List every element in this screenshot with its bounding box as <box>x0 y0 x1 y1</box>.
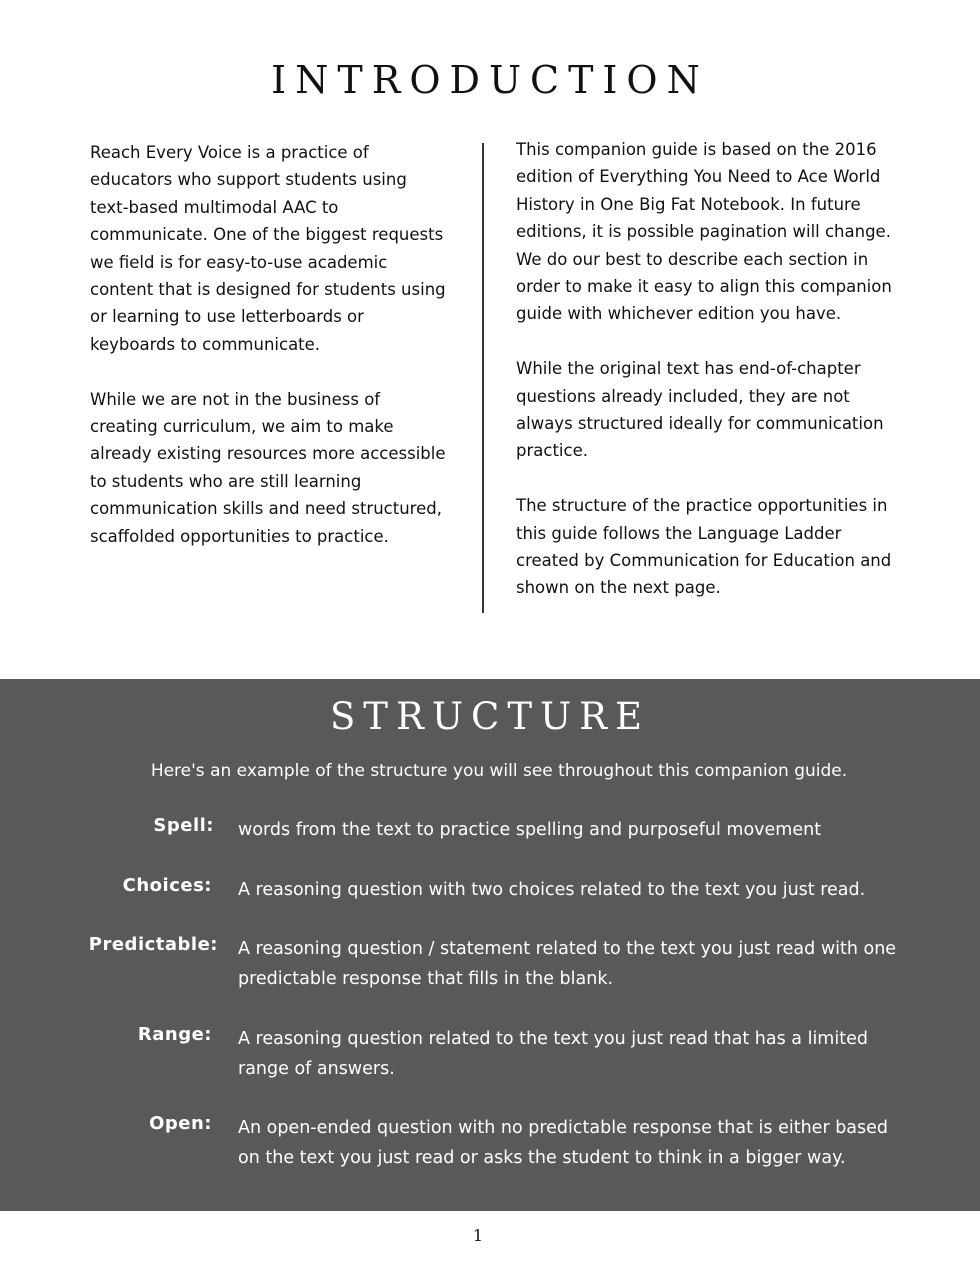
structure-title: STRUCTURE <box>329 695 651 738</box>
intro-paragraph: Reach Every Voice is a practice of educators who support students using text-based multimodal AAC to communicate. One of the biggest requests we field is for easy-to-use academic content that is designed for students using or learning to use letterboards or keyboards to communicate. <box>90 143 446 354</box>
structure-section <box>0 679 980 1211</box>
intro-paragraph: The structure of the practice opportunities in this guide follows the Language Ladder created by Communication for Education and shown on the next page. <box>516 496 892 598</box>
structure-description: A reasoning question with two choices related to the text you just read. <box>238 880 866 900</box>
structure-label: Spell: <box>153 815 214 836</box>
structure-description: A reasoning question related to the text you just read that has a limited range of answers. <box>238 1029 868 1079</box>
intro-paragraph: While the original text has end-of-chapter questions already included, they are not always structured ideally for communication practice. <box>516 359 884 461</box>
page-number: 1 <box>472 1226 484 1245</box>
structure-label: Open: <box>149 1113 212 1134</box>
column-divider <box>482 143 484 613</box>
structure-intro: Here's an example of the structure you will see throughout this companion guide. <box>150 761 848 781</box>
structure-description: words from the text to practice spelling and purposeful movement <box>238 820 822 840</box>
intro-paragraph: While we are not in the business of creating curriculum, we aim to make already existing resources more accessible to students who are still learning communication skills and need structured, scaffolded opportunities to practice. <box>90 389 446 546</box>
structure-description: An open-ended question with no predictable response that is either based on the text you just read or asks the student to think in a bigger way. <box>238 1118 889 1168</box>
structure-label: Choices: <box>122 875 212 896</box>
intro-left-column <box>90 139 450 577</box>
structure-label: Predictable: <box>88 934 218 955</box>
structure-description: A reasoning question / statement related to the text you just read with one predictable response that fills in the blank. <box>238 939 897 989</box>
introduction-title: INTRODUCTION <box>271 58 709 102</box>
intro-paragraph: This companion guide is based on the 2016 edition of Everything You Need to Ace World History in One Big Fat Notebook. In future editions, it is possible pagination will change. We do our best to describe each section in order to make it easy to align this companion guide with whichever edition you have. <box>516 140 892 324</box>
intro-right-column <box>516 136 906 629</box>
structure-label: Range: <box>137 1024 212 1045</box>
